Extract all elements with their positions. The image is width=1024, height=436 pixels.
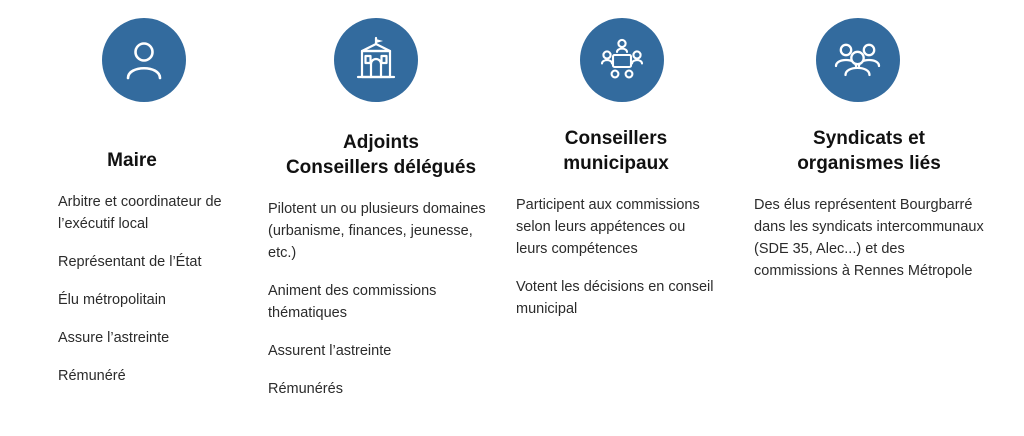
- group-people-icon: [816, 18, 900, 102]
- bullet-list-syndicats: [754, 194, 994, 282]
- list-item: Des élus représentent Bourgbarré dans les syndicats intercommunaux (SDE 35, Alec...) et des commissions à Rennes Métropole: [754, 197, 984, 280]
- list-item: Représentant de l’État: [58, 254, 202, 271]
- title-line-1: Syndicats et: [813, 128, 925, 149]
- list-item: Rémunérés: [268, 381, 343, 398]
- title-line-1: Adjoints: [343, 132, 419, 153]
- title-line-1: Conseillers: [564, 128, 668, 149]
- list-item: Pilotent un ou plusieurs domaines (urbanisme, finances, jeunesse, etc.): [268, 201, 486, 262]
- bullet-list-conseillers: [516, 194, 732, 320]
- title-line-2: Conseillers délégués: [285, 157, 477, 179]
- bullet-list-adjoints: [268, 198, 494, 400]
- page-title-maire: Maire: [107, 150, 157, 171]
- title-line-2: organismes liés: [797, 153, 941, 175]
- list-item: Arbitre et coordinateur de l’exécutif local: [58, 194, 222, 233]
- page-title-adjoints: [268, 130, 494, 180]
- list-item: Rémunéré: [58, 368, 126, 385]
- list-item: Votent les décisions en conseil municipal: [516, 279, 714, 318]
- page-title-conseillers: [516, 126, 732, 176]
- list-item: Assurent l’astreinte: [268, 343, 392, 360]
- list-item: Animent des commissions thématiques: [268, 283, 437, 322]
- column-conseillers-municipaux: [494, 18, 732, 320]
- title-line-2: municipaux: [563, 153, 669, 175]
- list-item: Élu métropolitain: [58, 292, 166, 309]
- column-adjoints: [246, 18, 494, 400]
- column-syndicats: [732, 18, 994, 282]
- list-item: Participent aux commissions selon leurs appétences ou leurs compétences: [516, 197, 700, 258]
- bullet-list-maire: [58, 191, 246, 387]
- list-item: Assure l’astreinte: [58, 330, 170, 347]
- person-icon: [102, 18, 186, 102]
- page-title-syndicats: [754, 126, 994, 176]
- meeting-table-icon: [580, 18, 664, 102]
- column-maire: [14, 18, 246, 387]
- town-hall-icon: [334, 18, 418, 102]
